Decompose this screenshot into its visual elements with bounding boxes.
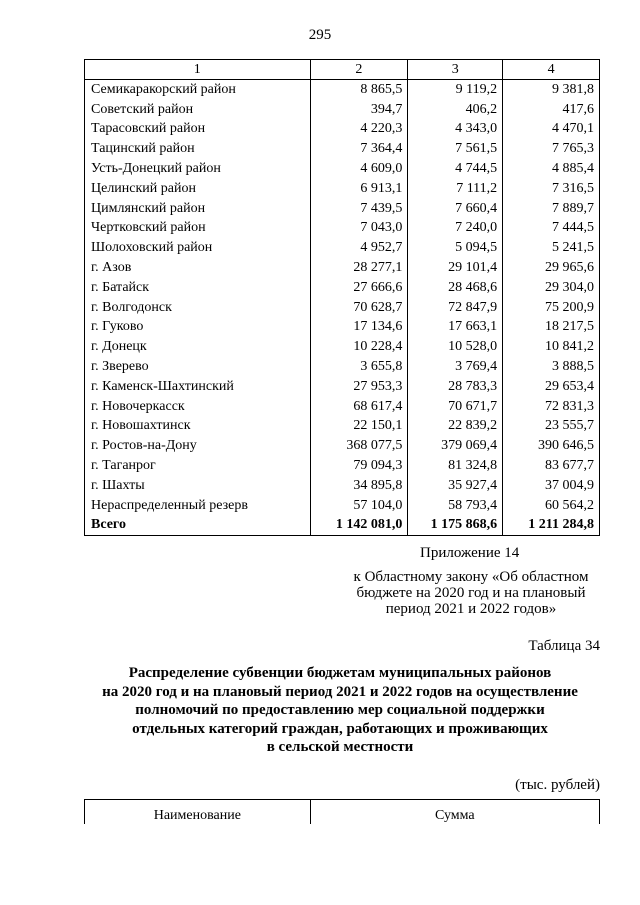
table-row <box>85 278 600 298</box>
table-title-line: полномочий по предоставлению мер социальной поддержки <box>135 702 545 718</box>
row-name-cell: Цимлянский район <box>85 199 311 219</box>
value-2020-cell: 27 666,6 <box>310 278 408 298</box>
value-2022-cell: 390 646,5 <box>503 436 600 456</box>
value-2022-cell: 83 677,7 <box>503 456 600 476</box>
table-body <box>85 80 600 536</box>
table-row <box>85 159 600 179</box>
value-2022-cell: 7 889,7 <box>503 199 600 219</box>
row-name-cell: Усть-Донецкий район <box>85 159 311 179</box>
table-title-line: Распределение субвенции бюджетам муниципальных районов <box>128 665 552 681</box>
value-2022-cell: 29 653,4 <box>503 377 600 397</box>
value-2022-cell: 75 200,9 <box>503 298 600 318</box>
column-number-2: 2 <box>310 60 408 80</box>
column-number-3: 3 <box>408 60 503 80</box>
value-2022-cell: 3 888,5 <box>503 357 600 377</box>
row-name-cell: г. Шахты <box>85 476 311 496</box>
value-2020-cell: 79 094,3 <box>310 456 408 476</box>
law-reference-line: период 2021 и 2022 годов» <box>385 601 557 617</box>
table-row <box>85 377 600 397</box>
value-2021-cell: 72 847,9 <box>408 298 503 318</box>
value-2021-cell: 7 561,5 <box>408 139 503 159</box>
value-2022-cell: 10 841,2 <box>503 337 600 357</box>
value-2021-cell: 4 343,0 <box>408 120 503 140</box>
value-2020-cell: 4 609,0 <box>310 159 408 179</box>
value-2022-cell: 4 470,1 <box>503 120 600 140</box>
table-row <box>85 397 600 417</box>
row-name-cell: Шолоховский район <box>85 238 311 258</box>
value-2021-cell: 1 175 868,6 <box>408 516 503 536</box>
table-row <box>85 456 600 476</box>
value-2020-cell: 3 655,8 <box>310 357 408 377</box>
value-2022-cell: 7 444,5 <box>503 219 600 239</box>
row-name-cell: г. Новочеркасск <box>85 397 311 417</box>
value-2022-cell: 72 831,3 <box>503 397 600 417</box>
value-2021-cell: 28 468,6 <box>408 278 503 298</box>
table-number: Таблица 34 <box>528 638 600 654</box>
value-2021-cell: 9 119,2 <box>408 80 503 100</box>
value-2022-cell: 23 555,7 <box>503 417 600 437</box>
table-title <box>90 664 590 757</box>
table-row <box>85 219 600 239</box>
value-2020-cell: 4 220,3 <box>310 120 408 140</box>
column-number-1: 1 <box>85 60 311 80</box>
value-2020-cell: 8 865,5 <box>310 80 408 100</box>
law-reference-line: бюджете на 2020 год и на плановый <box>356 585 586 601</box>
value-2020-cell: 4 952,7 <box>310 238 408 258</box>
value-2021-cell: 35 927,4 <box>408 476 503 496</box>
page-number: 295 <box>308 27 332 43</box>
value-2021-cell: 5 094,5 <box>408 238 503 258</box>
table-header-row <box>85 800 600 825</box>
table-row <box>85 476 600 496</box>
table-title-line: в сельской местности <box>266 739 414 755</box>
value-2021-cell: 7 660,4 <box>408 199 503 219</box>
value-2022-cell: 1 211 284,8 <box>503 516 600 536</box>
row-name-cell: г. Новошахтинск <box>85 417 311 437</box>
table-row <box>85 436 600 456</box>
row-name-cell: г. Зверево <box>85 357 311 377</box>
row-name-cell: Тарасовский район <box>85 120 311 140</box>
row-name-cell: г. Батайск <box>85 278 311 298</box>
value-2020-cell: 10 228,4 <box>310 337 408 357</box>
table-row <box>85 80 600 100</box>
value-2021-cell: 3 769,4 <box>408 357 503 377</box>
column-header-sum: Сумма <box>310 800 599 825</box>
value-2020-cell: 28 277,1 <box>310 258 408 278</box>
value-2022-cell: 18 217,5 <box>503 318 600 338</box>
column-number-row <box>85 60 600 80</box>
value-2021-cell: 29 101,4 <box>408 258 503 278</box>
value-2022-cell: 37 004,9 <box>503 476 600 496</box>
value-2020-cell: 68 617,4 <box>310 397 408 417</box>
table-title-line: на 2020 год и на плановый период 2021 и 2022 годов на осуществление <box>102 683 578 700</box>
table-row <box>85 100 600 120</box>
row-name-cell: г. Волгодонск <box>85 298 311 318</box>
table-row <box>85 417 600 437</box>
value-2020-cell: 70 628,7 <box>310 298 408 318</box>
table-row <box>85 298 600 318</box>
value-2020-cell: 394,7 <box>310 100 408 120</box>
table-title-line: отдельных категорий граждан, работающих и проживающих <box>132 720 548 737</box>
table-row <box>85 496 600 516</box>
value-2022-cell: 7 765,3 <box>503 139 600 159</box>
law-reference-line: к Областному закону «Об областном <box>353 569 589 585</box>
row-name-cell: г. Ростов-на-Дону <box>85 436 311 456</box>
table-row <box>85 337 600 357</box>
value-2021-cell: 379 069,4 <box>408 436 503 456</box>
value-2020-cell: 7 364,4 <box>310 139 408 159</box>
row-name-cell: г. Азов <box>85 258 311 278</box>
row-name-cell: г. Гуково <box>85 318 311 338</box>
value-2021-cell: 81 324,8 <box>408 456 503 476</box>
value-2021-cell: 22 839,2 <box>408 417 503 437</box>
value-2021-cell: 7 111,2 <box>408 179 503 199</box>
value-2022-cell: 29 304,0 <box>503 278 600 298</box>
value-2021-cell: 17 663,1 <box>408 318 503 338</box>
value-2020-cell: 27 953,3 <box>310 377 408 397</box>
value-2021-cell: 7 240,0 <box>408 219 503 239</box>
table-row <box>85 139 600 159</box>
row-name-cell: г. Каменск-Шахтинский <box>85 377 311 397</box>
value-2020-cell: 1 142 081,0 <box>310 516 408 536</box>
value-2021-cell: 58 793,4 <box>408 496 503 516</box>
value-2022-cell: 60 564,2 <box>503 496 600 516</box>
table-row <box>85 238 600 258</box>
row-name-cell: Тацинский район <box>85 139 311 159</box>
value-2020-cell: 57 104,0 <box>310 496 408 516</box>
table-row <box>85 179 600 199</box>
table-row <box>85 318 600 338</box>
value-2022-cell: 5 241,5 <box>503 238 600 258</box>
row-name-cell: Семикаракорский район <box>85 80 311 100</box>
table-row <box>85 199 600 219</box>
value-2021-cell: 406,2 <box>408 100 503 120</box>
value-2020-cell: 17 134,6 <box>310 318 408 338</box>
row-name-cell: Всего <box>85 516 311 536</box>
row-name-cell: г. Донецк <box>85 337 311 357</box>
row-name-cell: Нераспределенный резерв <box>85 496 311 516</box>
law-reference <box>340 569 602 617</box>
value-2021-cell: 10 528,0 <box>408 337 503 357</box>
value-2022-cell: 417,6 <box>503 100 600 120</box>
value-2021-cell: 28 783,3 <box>408 377 503 397</box>
table-row <box>85 258 600 278</box>
value-2021-cell: 4 744,5 <box>408 159 503 179</box>
units-label: (тыс. рублей) <box>515 777 600 793</box>
value-2022-cell: 4 885,4 <box>503 159 600 179</box>
row-name-cell: г. Таганрог <box>85 456 311 476</box>
value-2020-cell: 34 895,8 <box>310 476 408 496</box>
row-name-cell: Чертковский район <box>85 219 311 239</box>
value-2020-cell: 7 439,5 <box>310 199 408 219</box>
table-row <box>85 120 600 140</box>
row-name-cell: Целинский район <box>85 179 311 199</box>
value-2022-cell: 7 316,5 <box>503 179 600 199</box>
table-row <box>85 357 600 377</box>
value-2020-cell: 7 043,0 <box>310 219 408 239</box>
value-2020-cell: 22 150,1 <box>310 417 408 437</box>
row-name-cell: Советский район <box>85 100 311 120</box>
subvention-table-header <box>84 799 600 824</box>
value-2022-cell: 9 381,8 <box>503 80 600 100</box>
column-number-4: 4 <box>503 60 600 80</box>
appendix-label: Приложение 14 <box>420 545 520 561</box>
value-2020-cell: 6 913,1 <box>310 179 408 199</box>
value-2021-cell: 70 671,7 <box>408 397 503 417</box>
value-2020-cell: 368 077,5 <box>310 436 408 456</box>
subvention-table-continued <box>84 59 600 536</box>
value-2022-cell: 29 965,6 <box>503 258 600 278</box>
total-row <box>85 516 600 536</box>
column-header-name: Наименование <box>85 800 311 825</box>
